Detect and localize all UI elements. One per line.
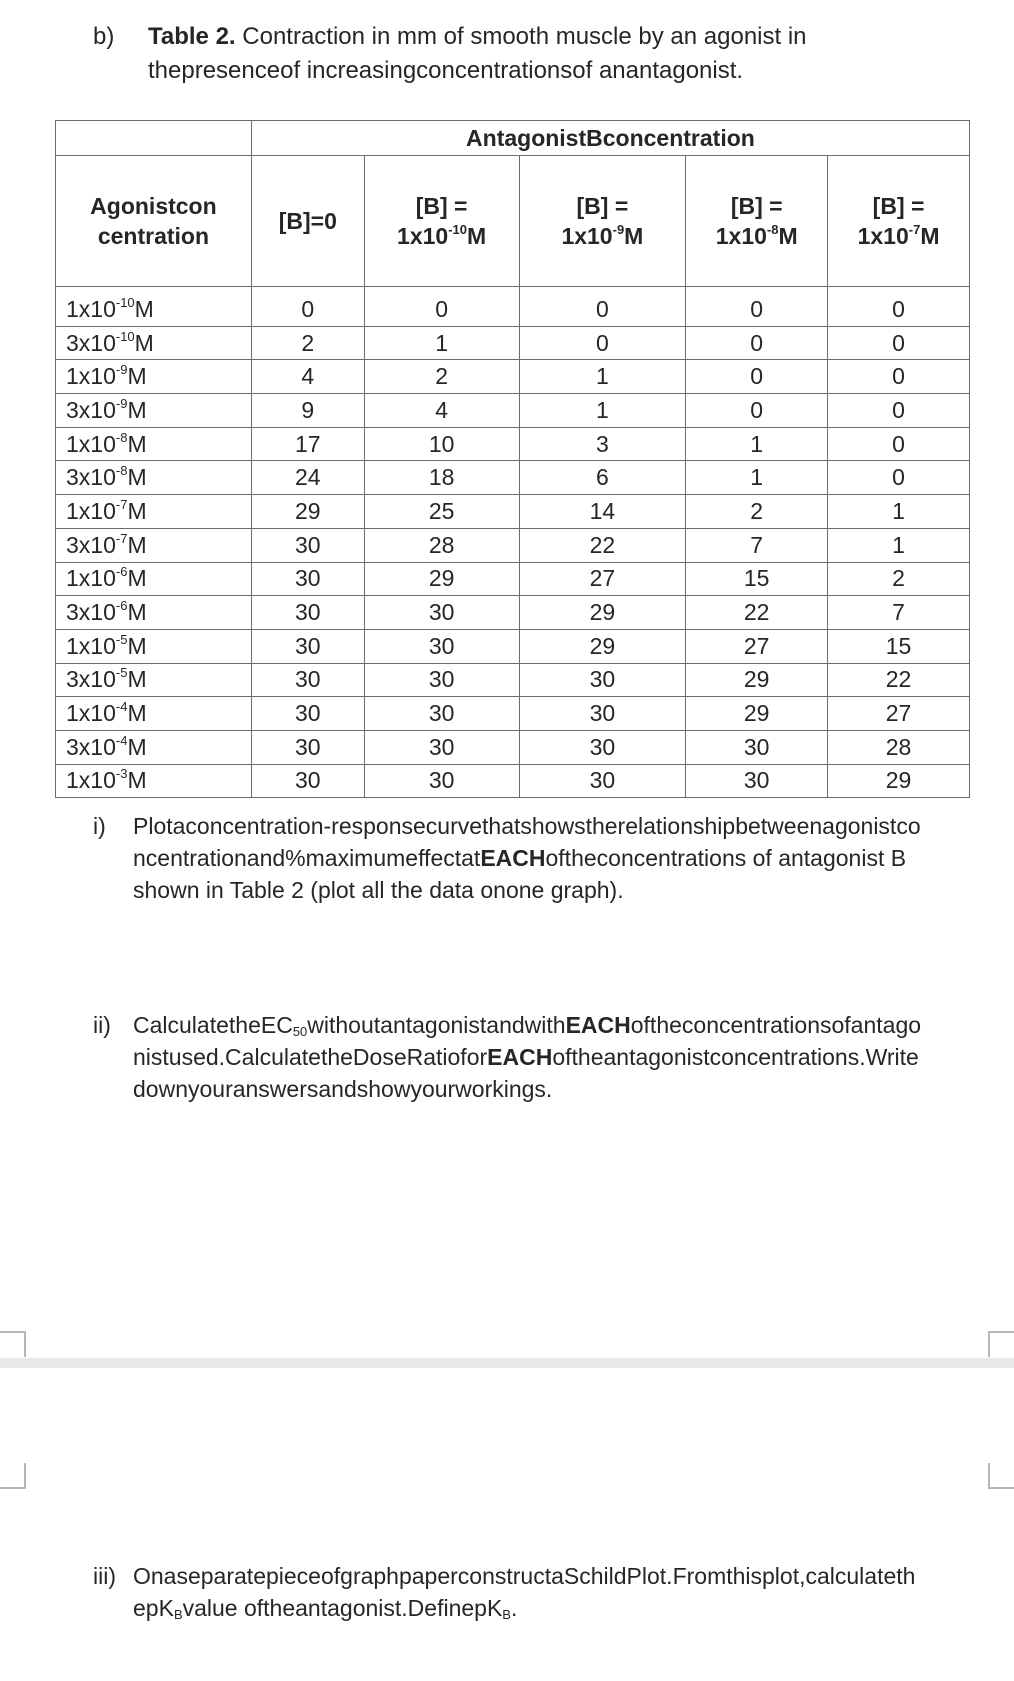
contraction-value-cell: 24 (251, 461, 364, 495)
concentration-mantissa: 3x10 (66, 599, 116, 626)
concentration-unit: M (127, 666, 147, 693)
contraction-value-cell: 0 (519, 287, 686, 327)
column-header-line1: [B]=0 (278, 208, 337, 234)
contraction-value-cell: 30 (251, 697, 364, 731)
contraction-value-cell: 30 (364, 730, 519, 764)
contraction-value-cell: 4 (364, 394, 519, 428)
contraction-value-cell: 30 (251, 528, 364, 562)
column-header-line1: [B] = (415, 193, 468, 219)
contraction-value-cell: 22 (828, 663, 970, 697)
contraction-value-cell: 1 (519, 394, 686, 428)
table-row (56, 394, 970, 428)
page-break (0, 1358, 1014, 1368)
contraction-value-cell: 9 (251, 394, 364, 428)
pkb-subscript: B (173, 1607, 183, 1622)
contraction-value-cell: 30 (251, 562, 364, 596)
concentration-exponent: -3 (115, 766, 128, 782)
contraction-value-cell: 0 (828, 461, 970, 495)
question-iii-part1: OnaseparatepieceofgraphpaperconstructaSchildPlot.Fromthisplot,calculatethepK (133, 1563, 916, 1621)
question-ii-emphasis-2: EACH (487, 1044, 553, 1070)
contraction-value-cell: 29 (364, 562, 519, 596)
agonist-concentration-cell (56, 495, 252, 529)
concentration-unit: M (127, 733, 147, 760)
question-iii-part2: value oftheantagonist.DefinepK (182, 1595, 503, 1621)
table-row (56, 528, 970, 562)
table-label: Table 2. (148, 23, 236, 50)
contraction-value-cell: 1 (519, 360, 686, 394)
antagonist-group-header: AntagonistBconcentration (251, 121, 969, 156)
contraction-value-cell: 30 (251, 596, 364, 630)
contraction-value-cell: 30 (519, 697, 686, 731)
table-row (56, 461, 970, 495)
contraction-value-cell: 30 (686, 764, 828, 798)
column-header-mantissa: 1x10 (715, 223, 767, 249)
page-corner-mark (0, 1463, 26, 1489)
contraction-value-cell: 1 (828, 528, 970, 562)
contraction-value-cell: 2 (686, 495, 828, 529)
page-corner-mark (988, 1331, 1014, 1357)
contraction-value-cell: 30 (364, 596, 519, 630)
column-header-exponent: -8 (766, 222, 779, 237)
contraction-value-cell: 0 (686, 287, 828, 327)
contraction-value-cell: 22 (519, 528, 686, 562)
column-header-line1: [B] = (872, 193, 925, 219)
question-ii-text (133, 1009, 923, 1105)
concentration-exponent: -5 (115, 631, 128, 647)
question-ii-part4: oftheantagonistconcentrations.Writedownyouranswersandshowyourworkings. (133, 1044, 919, 1102)
concentration-exponent: -9 (115, 362, 128, 378)
table-row (56, 697, 970, 731)
contraction-value-cell: 0 (828, 427, 970, 461)
table-row (56, 326, 970, 360)
concentration-exponent: -6 (115, 598, 128, 614)
concentration-unit: M (127, 497, 147, 524)
question-i-text (133, 810, 923, 906)
contraction-value-cell: 28 (364, 528, 519, 562)
column-header-exponent: -7 (908, 222, 921, 237)
contraction-value-cell: 28 (828, 730, 970, 764)
contraction-value-cell: 1 (364, 326, 519, 360)
concentration-exponent: -4 (115, 699, 128, 715)
table-caption (148, 20, 923, 88)
concentration-unit: M (127, 700, 147, 727)
concentration-mantissa: 3x10 (66, 329, 116, 356)
concentration-unit: M (127, 396, 147, 423)
table-row (56, 427, 970, 461)
page-corner-mark (0, 1331, 26, 1357)
concentration-mantissa: 1x10 (66, 632, 116, 659)
concentration-exponent: -8 (115, 429, 128, 445)
contraction-value-cell: 2 (251, 326, 364, 360)
column-header-exponent: -9 (612, 222, 625, 237)
concentration-exponent: -9 (115, 395, 128, 411)
agonist-concentration-cell (56, 394, 252, 428)
contraction-value-cell: 30 (251, 663, 364, 697)
contraction-value-cell: 4 (251, 360, 364, 394)
concentration-mantissa: 3x10 (66, 464, 116, 491)
column-header-mantissa: 1x10 (561, 223, 613, 249)
table-row (56, 730, 970, 764)
contraction-value-cell: 27 (519, 562, 686, 596)
contraction-value-cell: 30 (251, 764, 364, 798)
concentration-mantissa: 1x10 (66, 430, 116, 457)
concentration-mantissa: 1x10 (66, 767, 116, 794)
agonist-concentration-cell (56, 360, 252, 394)
contraction-value-cell: 29 (519, 596, 686, 630)
contraction-value-cell: 3 (519, 427, 686, 461)
concentration-unit: M (134, 295, 154, 322)
column-header-mantissa: 1x10 (857, 223, 909, 249)
table-caption-text: Contraction in mm of smooth muscle by an agonist in thepresenceof increasingconcentrationsof anantagonist. (148, 23, 807, 84)
contraction-value-cell: 1 (686, 427, 828, 461)
contraction-value-cell: 0 (828, 287, 970, 327)
agonist-concentration-cell (56, 697, 252, 731)
concentration-mantissa: 3x10 (66, 666, 116, 693)
contraction-value-cell: 0 (828, 394, 970, 428)
list-marker: iii) (93, 1563, 116, 1589)
question-ii-part2: withoutantagonistandwith (307, 1012, 566, 1038)
contraction-value-cell: 0 (364, 287, 519, 327)
agonist-concentration-header (56, 156, 252, 287)
antagonist-column-header (828, 156, 970, 287)
contraction-value-cell: 10 (364, 427, 519, 461)
table-corner-cell (56, 121, 252, 156)
contraction-table (55, 120, 970, 798)
contraction-value-cell: 27 (686, 629, 828, 663)
antagonist-column-header (364, 156, 519, 287)
concentration-mantissa: 3x10 (66, 396, 116, 423)
column-header-line1: [B] = (576, 193, 629, 219)
concentration-exponent: -7 (115, 496, 128, 512)
contraction-value-cell: 7 (828, 596, 970, 630)
agonist-concentration-cell (56, 528, 252, 562)
contraction-value-cell: 30 (519, 764, 686, 798)
concentration-mantissa: 3x10 (66, 531, 116, 558)
contraction-value-cell: 22 (686, 596, 828, 630)
list-marker: i) (93, 813, 106, 839)
agonist-concentration-cell (56, 730, 252, 764)
agonist-concentration-cell (56, 427, 252, 461)
contraction-value-cell: 30 (364, 629, 519, 663)
concentration-exponent: -7 (115, 530, 128, 546)
column-header-mantissa: 1x10 (397, 223, 449, 249)
agonist-concentration-cell (56, 326, 252, 360)
contraction-value-cell: 2 (364, 360, 519, 394)
table-row (56, 764, 970, 798)
question-ii (93, 1009, 923, 1105)
contraction-value-cell: 0 (519, 326, 686, 360)
contraction-value-cell: 1 (686, 461, 828, 495)
concentration-unit: M (127, 531, 147, 558)
contraction-value-cell: 29 (828, 764, 970, 798)
concentration-unit: M (127, 599, 147, 626)
contraction-value-cell: 7 (686, 528, 828, 562)
contraction-value-cell: 0 (828, 326, 970, 360)
concentration-unit: M (127, 632, 147, 659)
question-iii-part3: . (510, 1595, 518, 1621)
question-ii-emphasis-1: EACH (565, 1012, 631, 1038)
contraction-value-cell: 30 (251, 629, 364, 663)
contraction-value-cell: 29 (686, 663, 828, 697)
contraction-value-cell: 14 (519, 495, 686, 529)
concentration-unit: M (127, 767, 147, 794)
question-iii-text (133, 1560, 923, 1624)
agonist-concentration-cell (56, 461, 252, 495)
column-header-unit: M (920, 223, 940, 249)
concentration-unit: M (127, 363, 147, 390)
table-row (56, 596, 970, 630)
contraction-value-cell: 29 (251, 495, 364, 529)
agonist-concentration-cell (56, 663, 252, 697)
agonist-concentration-cell (56, 287, 252, 327)
agonist-header-line2: centration (97, 223, 210, 249)
antagonist-column-header (251, 156, 364, 287)
column-header-unit: M (467, 223, 487, 249)
contraction-value-cell: 30 (519, 730, 686, 764)
concentration-mantissa: 1x10 (66, 565, 116, 592)
column-header-unit: M (624, 223, 644, 249)
contraction-value-cell: 30 (364, 697, 519, 731)
question-i-emphasis: EACH (480, 845, 546, 871)
concentration-unit: M (127, 464, 147, 491)
list-marker: b) (93, 23, 115, 50)
contraction-value-cell: 2 (828, 562, 970, 596)
table-row (56, 562, 970, 596)
table-row (56, 495, 970, 529)
concentration-mantissa: 3x10 (66, 733, 116, 760)
table-row (56, 360, 970, 394)
question-b-heading (93, 20, 923, 88)
contraction-value-cell: 29 (686, 697, 828, 731)
contraction-value-cell: 29 (519, 629, 686, 663)
contraction-value-cell: 6 (519, 461, 686, 495)
contraction-value-cell: 27 (828, 697, 970, 731)
concentration-mantissa: 1x10 (66, 363, 116, 390)
contraction-value-cell: 25 (364, 495, 519, 529)
pkb-subscript: B (502, 1607, 511, 1622)
agonist-header-line1: Agonistcon (90, 193, 217, 219)
contraction-value-cell: 30 (686, 730, 828, 764)
antagonist-column-header (519, 156, 686, 287)
question-iii (93, 1560, 923, 1624)
contraction-value-cell: 15 (828, 629, 970, 663)
contraction-value-cell: 0 (686, 360, 828, 394)
concentration-mantissa: 1x10 (66, 497, 116, 524)
agonist-concentration-cell (56, 764, 252, 798)
concentration-exponent: -10 (115, 328, 135, 344)
question-i-part1: Plotaconcentration-responsecurvethatshowstherelationshipbetweenagonistconcentrationand%maximumeffectat (133, 813, 921, 871)
concentration-unit: M (134, 329, 154, 356)
contraction-value-cell: 30 (251, 730, 364, 764)
contraction-value-cell: 1 (828, 495, 970, 529)
contraction-value-cell: 15 (686, 562, 828, 596)
question-ii-part3: oftheconcentrationsofantagonistused.CalculatetheDoseRatiofor (133, 1012, 922, 1070)
concentration-exponent: -10 (115, 294, 135, 310)
contraction-value-cell: 30 (364, 764, 519, 798)
contraction-value-cell: 17 (251, 427, 364, 461)
contraction-value-cell: 30 (364, 663, 519, 697)
question-ii-part1: CalculatetheEC (133, 1012, 293, 1038)
column-header-unit: M (778, 223, 798, 249)
antagonist-column-header (686, 156, 828, 287)
column-header-line1: [B] = (730, 193, 783, 219)
concentration-mantissa: 1x10 (66, 700, 116, 727)
contraction-value-cell: 18 (364, 461, 519, 495)
table-row (56, 287, 970, 327)
question-i (93, 810, 923, 906)
ec50-subscript: 50 (292, 1024, 308, 1039)
page-corner-mark (988, 1463, 1014, 1489)
contraction-value-cell: 0 (686, 326, 828, 360)
concentration-exponent: -4 (115, 732, 128, 748)
agonist-concentration-cell (56, 629, 252, 663)
concentration-exponent: -5 (115, 665, 128, 681)
contraction-value-cell: 0 (251, 287, 364, 327)
agonist-concentration-cell (56, 562, 252, 596)
table-row (56, 663, 970, 697)
concentration-mantissa: 1x10 (66, 295, 116, 322)
column-header-exponent: -10 (448, 222, 467, 237)
concentration-unit: M (127, 430, 147, 457)
contraction-value-cell: 0 (828, 360, 970, 394)
table-row (56, 629, 970, 663)
agonist-concentration-cell (56, 596, 252, 630)
contraction-value-cell: 0 (686, 394, 828, 428)
concentration-exponent: -8 (115, 463, 128, 479)
contraction-value-cell: 30 (519, 663, 686, 697)
question-i-part2: oftheconcentrations of antagonist B shown in Table 2 (plot all the data onone graph). (133, 845, 907, 903)
concentration-unit: M (127, 565, 147, 592)
concentration-exponent: -6 (115, 564, 128, 580)
list-marker: ii) (93, 1012, 111, 1038)
